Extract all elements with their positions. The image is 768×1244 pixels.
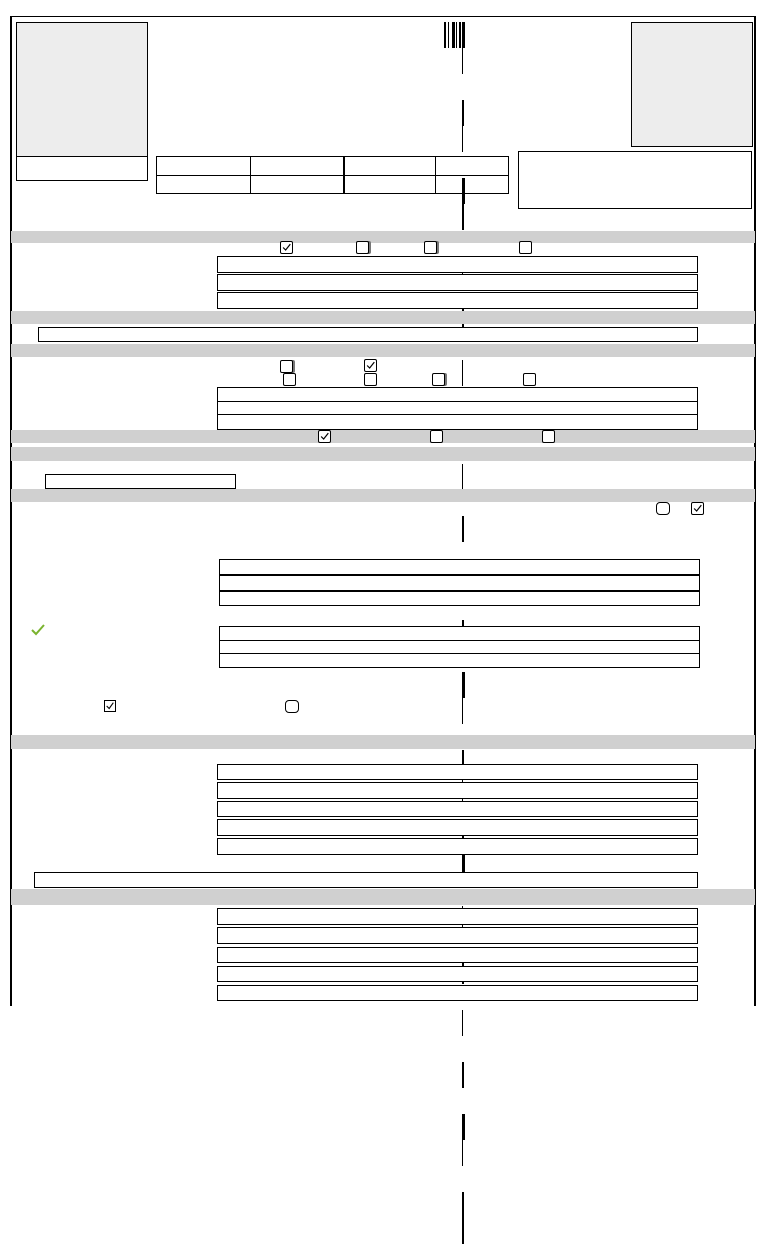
checkbox-checked[interactable] xyxy=(104,700,116,712)
section-band xyxy=(11,447,755,461)
section-band xyxy=(11,231,755,243)
text-field-short[interactable] xyxy=(45,474,236,489)
id-number-table xyxy=(156,156,509,194)
check-icon xyxy=(365,360,376,371)
text-field[interactable] xyxy=(217,274,698,291)
checkbox[interactable] xyxy=(364,373,377,386)
checkbox[interactable] xyxy=(283,373,296,386)
photo-placeholder xyxy=(632,23,752,146)
checkmark-icon xyxy=(30,623,46,637)
section-band xyxy=(11,889,755,905)
stamp-box xyxy=(518,151,752,209)
text-field[interactable] xyxy=(219,575,700,591)
text-field[interactable] xyxy=(217,966,698,982)
id-cell xyxy=(251,176,345,194)
id-cell xyxy=(251,157,345,176)
text-field[interactable] xyxy=(217,838,698,855)
id-cell xyxy=(344,157,436,176)
check-icon xyxy=(105,701,115,711)
checkbox[interactable] xyxy=(542,430,555,443)
text-field[interactable] xyxy=(217,256,698,273)
text-field[interactable] xyxy=(217,782,698,799)
section-band xyxy=(11,311,755,324)
check-icon xyxy=(319,431,330,442)
checkbox[interactable] xyxy=(432,373,445,386)
section-band xyxy=(11,344,755,357)
check-icon xyxy=(281,242,292,253)
checkbox[interactable] xyxy=(519,241,532,254)
checkbox[interactable] xyxy=(280,360,293,373)
applicant-photo-right xyxy=(631,22,753,147)
check-icon xyxy=(692,503,703,514)
checkbox[interactable] xyxy=(523,373,536,386)
photo-placeholder xyxy=(17,23,147,156)
text-field[interactable] xyxy=(217,927,698,944)
text-field[interactable] xyxy=(219,559,700,575)
applicant-photo-left xyxy=(16,22,148,157)
text-field[interactable] xyxy=(217,292,698,309)
text-field[interactable] xyxy=(217,401,698,415)
checkbox-checked[interactable] xyxy=(280,241,293,254)
barcode-icon xyxy=(444,22,616,48)
text-field-wide[interactable] xyxy=(38,327,698,342)
text-field[interactable] xyxy=(217,985,698,1001)
id-cell xyxy=(157,176,251,194)
checkbox[interactable] xyxy=(430,430,443,443)
photo-caption-left xyxy=(16,156,148,181)
text-field[interactable] xyxy=(219,626,700,641)
text-field[interactable] xyxy=(217,819,698,836)
checkbox[interactable] xyxy=(356,241,369,254)
section-band xyxy=(11,735,755,749)
id-cell xyxy=(344,176,436,194)
text-field[interactable] xyxy=(217,414,698,430)
text-field[interactable] xyxy=(219,653,700,668)
id-cell xyxy=(157,157,251,176)
text-field-wide[interactable] xyxy=(34,872,698,888)
text-field[interactable] xyxy=(219,640,700,654)
text-field[interactable] xyxy=(219,591,700,606)
checkbox[interactable] xyxy=(656,502,670,515)
section-band xyxy=(11,430,755,443)
checkbox-checked[interactable] xyxy=(318,430,331,443)
checkbox-checked[interactable] xyxy=(691,502,704,515)
text-field[interactable] xyxy=(217,387,698,402)
text-field[interactable] xyxy=(217,908,698,925)
id-cell xyxy=(436,157,509,176)
text-field[interactable] xyxy=(217,764,698,780)
text-field[interactable] xyxy=(217,801,698,817)
section-band xyxy=(11,489,755,502)
checkbox-checked[interactable] xyxy=(364,359,377,372)
id-cell xyxy=(436,176,509,194)
text-field[interactable] xyxy=(217,947,698,963)
checkbox[interactable] xyxy=(285,700,299,713)
checkbox[interactable] xyxy=(424,241,437,254)
